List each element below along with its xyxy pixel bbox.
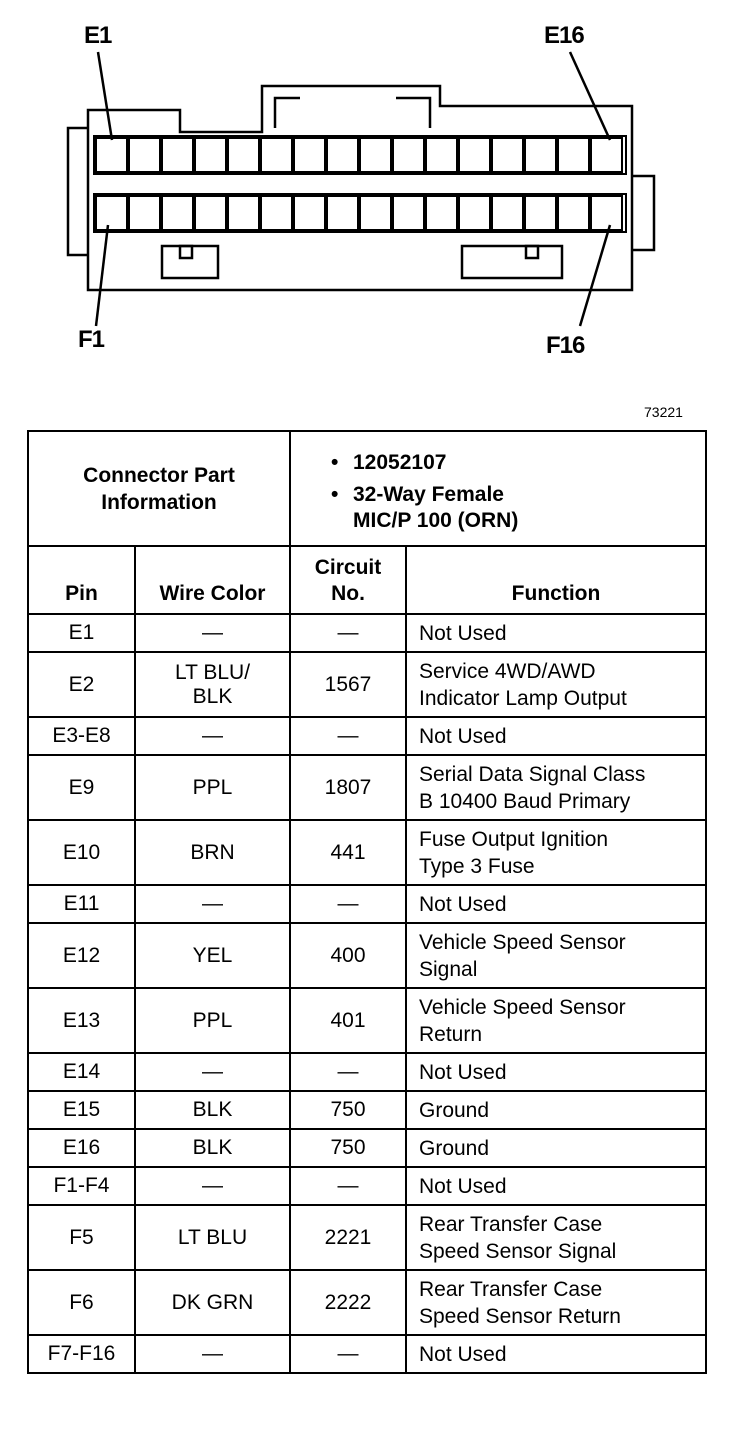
pin-cell: E10 [28, 820, 135, 885]
wire-color-cell [135, 652, 290, 717]
function-line: Vehicle Speed Sensor [419, 995, 626, 1019]
wire-color-cell [135, 988, 290, 1053]
wire-color-cell [135, 1335, 290, 1373]
wire-color-line: PPL [192, 775, 233, 799]
wire-color-line: — [202, 1060, 223, 1083]
table-row [28, 717, 706, 755]
function-line: Vehicle Speed Sensor [419, 930, 626, 954]
cavity-e [195, 138, 226, 172]
pin-cell: E13 [28, 988, 135, 1053]
function-line: Speed Sensor Signal [419, 1239, 617, 1263]
wire-color-cell [135, 1053, 290, 1091]
cavity-e [558, 138, 589, 172]
cavity-f [261, 196, 292, 230]
connector-info-label-line2: Information [101, 490, 217, 514]
circuit-cell: 400 [290, 923, 406, 988]
cavity-e [360, 138, 391, 172]
table-row [28, 614, 706, 652]
function-line: Fuse Output Ignition [419, 827, 609, 851]
connector-pinout-table [27, 430, 707, 1374]
figure-id: 73221 [644, 404, 683, 420]
function-cell [406, 614, 706, 652]
table-row [28, 1270, 706, 1335]
wire-color-cell [135, 1129, 290, 1167]
circuit-cell: — [290, 1167, 406, 1205]
cavity-e [162, 138, 193, 172]
function-line: Type 3 Fuse [419, 854, 535, 878]
cavity-f [294, 196, 325, 230]
cavity-e [294, 138, 325, 172]
cavity-e [129, 138, 160, 172]
cavity-f [393, 196, 424, 230]
function-cell [406, 1205, 706, 1270]
wire-color-line: — [202, 892, 223, 915]
circuit-cell: — [290, 614, 406, 652]
wire-color-line: — [202, 724, 223, 747]
table-row [28, 755, 706, 820]
function-cell [406, 1167, 706, 1205]
function-cell [406, 1091, 706, 1129]
circuit-cell: 1567 [290, 652, 406, 717]
cavity-e [393, 138, 424, 172]
function-cell [406, 885, 706, 923]
function-line: Not Used [419, 724, 507, 748]
wire-color-cell [135, 1167, 290, 1205]
function-line: Not Used [419, 1060, 507, 1084]
table-row [28, 652, 706, 717]
circuit-cell: — [290, 885, 406, 923]
wire-color-line: BRN [190, 840, 235, 864]
wire-color-line: BLK [192, 684, 233, 708]
cavity-e [426, 138, 457, 172]
cavity-f [327, 196, 358, 230]
circuit-cell: — [290, 717, 406, 755]
circuit-cell: 750 [290, 1129, 406, 1167]
pin-cell: E16 [28, 1129, 135, 1167]
table-row [28, 1205, 706, 1270]
cavity-e [459, 138, 490, 172]
circuit-cell: 441 [290, 820, 406, 885]
pin-cell: E3-E8 [28, 717, 135, 755]
wire-color-cell [135, 820, 290, 885]
wire-color-line: BLK [192, 1098, 233, 1121]
pin-label-f16: F16 [546, 332, 585, 359]
wire-color-cell [135, 1205, 290, 1270]
function-line: Not Used [419, 621, 507, 645]
cavity-e [492, 138, 523, 172]
circuit-cell: 401 [290, 988, 406, 1053]
function-cell [406, 988, 706, 1053]
description-line2: MIC/P 100 (ORN) [353, 509, 519, 532]
pin-cell: E14 [28, 1053, 135, 1091]
wire-color-cell [135, 885, 290, 923]
wire-color-line: LT BLU/ [174, 660, 251, 684]
function-line: Return [419, 1022, 483, 1046]
cavity-f [360, 196, 391, 230]
header-circuit-line2: No. [331, 582, 365, 605]
table-row [28, 923, 706, 988]
wire-color-line: LT BLU [177, 1225, 248, 1249]
wire-color-cell [135, 1091, 290, 1129]
function-cell [406, 1270, 706, 1335]
circuit-cell: 2221 [290, 1205, 406, 1270]
function-line: Serial Data Signal Class [419, 762, 646, 786]
connector-description [331, 482, 705, 534]
cavity-e [228, 138, 259, 172]
pin-cell: F6 [28, 1270, 135, 1335]
pin-cell: E11 [28, 885, 135, 923]
function-line: Ground [419, 1136, 490, 1160]
cavity-e [327, 138, 358, 172]
function-cell [406, 1335, 706, 1373]
function-line: Signal [419, 957, 478, 981]
pin-cell: F5 [28, 1205, 135, 1270]
circuit-cell: 750 [290, 1091, 406, 1129]
description-line1: • 32-Way Female [353, 483, 504, 506]
function-cell [406, 1129, 706, 1167]
cavity-e [96, 138, 127, 172]
connector-info-label-line1: Connector Part [83, 463, 235, 487]
pin-cell: E15 [28, 1091, 135, 1129]
cavity-e [525, 138, 556, 172]
pin-label-f1: F1 [78, 326, 105, 353]
cavity-f [525, 196, 556, 230]
pin-cell: F7-F16 [28, 1335, 135, 1373]
wire-color-line: PPL [192, 1008, 233, 1032]
wire-color-line: DK GRN [171, 1290, 254, 1314]
column-header-row [28, 546, 706, 614]
function-cell [406, 923, 706, 988]
cavity-f [162, 196, 193, 230]
wire-color-line: — [202, 1342, 223, 1365]
table-row [28, 1167, 706, 1205]
pin-label-e16: E16 [544, 22, 584, 49]
wire-color-line: BLK [192, 1136, 233, 1159]
cavity-f [426, 196, 457, 230]
wire-color-cell [135, 717, 290, 755]
pin-cell: E2 [28, 652, 135, 717]
table-row [28, 1091, 706, 1129]
cavity-f [129, 196, 160, 230]
function-cell [406, 652, 706, 717]
header-circuit-line1: Circuit [314, 556, 382, 579]
connector-diagram [0, 0, 736, 400]
function-line: B 10400 Baud Primary [419, 789, 631, 813]
wire-color-line: — [202, 1174, 223, 1197]
cavity-e [591, 138, 622, 172]
function-cell [406, 1053, 706, 1091]
table-row [28, 820, 706, 885]
table-row [28, 1335, 706, 1373]
circuit-cell: 2222 [290, 1270, 406, 1335]
pin-cell: E1 [28, 614, 135, 652]
wire-color-cell [135, 923, 290, 988]
cavity-e [261, 138, 292, 172]
connector-info-row [28, 431, 706, 546]
wire-color-cell [135, 614, 290, 652]
connector-face-drawing [0, 0, 736, 400]
function-line: Rear Transfer Case [419, 1212, 603, 1236]
wire-color-cell [135, 1270, 290, 1335]
function-line: Ground [419, 1098, 490, 1122]
function-line: Rear Transfer Case [419, 1277, 603, 1301]
cavity-f [591, 196, 622, 230]
cavity-f [96, 196, 127, 230]
wire-color-cell [135, 755, 290, 820]
part-number: • 12052107 [331, 450, 705, 476]
function-line: Speed Sensor Return [419, 1304, 621, 1328]
cavity-f [195, 196, 226, 230]
table-row [28, 1053, 706, 1091]
function-line: Service 4WD/AWD [419, 659, 596, 683]
function-cell [406, 820, 706, 885]
connector-info-values [290, 431, 706, 546]
pin-cell: F1-F4 [28, 1167, 135, 1205]
pin-label-e1: E1 [84, 22, 112, 49]
circuit-cell: — [290, 1053, 406, 1091]
function-cell [406, 755, 706, 820]
circuit-cell: — [290, 1335, 406, 1373]
header-circuit [290, 546, 406, 614]
cavity-f [459, 196, 490, 230]
function-line: Indicator Lamp Output [419, 686, 627, 710]
table-row [28, 885, 706, 923]
connector-info-label [28, 431, 290, 546]
function-line: Not Used [419, 1174, 507, 1198]
wire-color-line: YEL [192, 943, 233, 967]
function-line: Not Used [419, 892, 507, 916]
cavity-f [228, 196, 259, 230]
table-row [28, 988, 706, 1053]
function-cell [406, 717, 706, 755]
header-pin: Pin [28, 546, 135, 614]
circuit-cell: 1807 [290, 755, 406, 820]
function-line: Not Used [419, 1342, 507, 1366]
header-function: Function [406, 546, 706, 614]
wire-color-line: — [202, 621, 223, 644]
pin-cell: E12 [28, 923, 135, 988]
header-wire-color: Wire Color [135, 546, 290, 614]
pin-cell: E9 [28, 755, 135, 820]
table-row [28, 1129, 706, 1167]
cavity-f [492, 196, 523, 230]
cavity-f [558, 196, 589, 230]
